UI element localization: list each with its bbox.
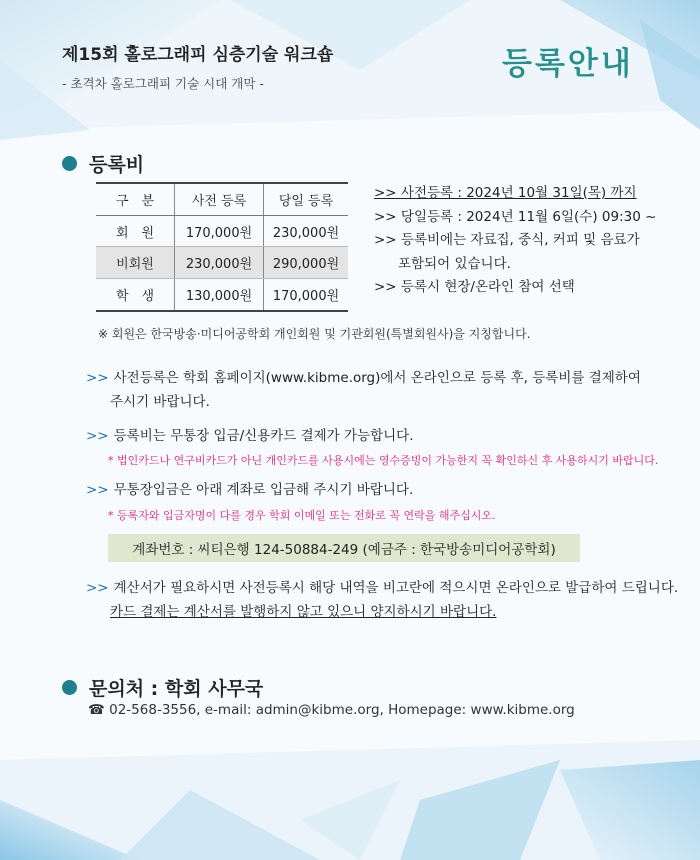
event-title: 제15회 홀로그래피 심층기술 워크숍 bbox=[62, 45, 334, 65]
fee-section-heading bbox=[62, 150, 144, 177]
info-text: 무통장입금은 아래 계좌로 입금해 주시기 바랍니다. bbox=[113, 482, 414, 498]
bullet-dot-icon bbox=[62, 156, 77, 171]
table-cell: 290,000원 bbox=[264, 247, 349, 279]
bullet-dot-icon bbox=[62, 680, 77, 695]
fee-table bbox=[96, 182, 348, 312]
depositor-warning-note: * 등록자와 입금자명이 다를 경우 학회 이메일 또는 전화로 꼭 연락을 해주십시오. bbox=[108, 509, 496, 522]
info-item-invoice bbox=[86, 576, 678, 624]
arrow-icon: >> bbox=[86, 370, 109, 386]
table-row bbox=[96, 279, 348, 310]
contact-section-heading bbox=[62, 674, 263, 701]
participation-mode-note: >> 등록시 현장/온라인 참여 선택 bbox=[374, 279, 575, 295]
info-text: 등록비는 무통장 입금/신용카드 결제가 가능합니다. bbox=[113, 428, 414, 444]
info-text-cont: 주시기 바랍니다. bbox=[110, 394, 210, 410]
info-text-cont: 카드 결제는 계산서를 발행하지 않고 있으니 양지하시기 바랍니다. bbox=[110, 604, 497, 620]
table-header-row bbox=[96, 184, 348, 215]
fee-section-title: 등록비 bbox=[89, 154, 145, 176]
table-cell: 비회원 bbox=[96, 247, 175, 279]
info-item-payment-methods bbox=[86, 424, 414, 448]
phone-icon: ☎ bbox=[88, 702, 105, 718]
event-subtitle: - 초격차 홀로그래피 기술 시대 개막 - bbox=[62, 76, 264, 91]
table-header-cell: 구 분 bbox=[96, 184, 175, 215]
contact-section-title: 문의처 : 학회 사무국 bbox=[89, 678, 264, 700]
pre-registration-deadline: >> 사전등록 : 2024년 10월 31일(목) 까지 bbox=[374, 185, 637, 201]
arrow-icon: >> bbox=[86, 580, 109, 596]
table-row bbox=[96, 215, 348, 247]
table-cell: 230,000원 bbox=[175, 247, 264, 279]
info-text: 사전등록은 학회 홈페이지(www.kibme.org)에서 온라인으로 등록 후, 등록비를 결제하여 bbox=[113, 370, 641, 386]
fee-includes-note-cont: 포함되어 있습니다. bbox=[398, 255, 511, 272]
fee-notes bbox=[374, 182, 656, 300]
info-item-online-registration bbox=[86, 366, 641, 414]
card-warning-note: * 법인카드나 연구비카드가 아닌 개인카드를 사용시에는 영수증빙이 가능한지 꼭 확인하신 후 사용하시기 바랍니다. bbox=[108, 454, 659, 467]
table-cell: 170,000원 bbox=[175, 215, 264, 247]
fee-includes-note: >> 등록비에는 자료집, 중식, 커피 및 음료가 bbox=[374, 232, 640, 248]
table-cell: 170,000원 bbox=[272, 289, 340, 305]
member-definition-note: ※ 회원은 한국방송·미디어공학회 개인회원 및 기관회원(특별회원사)을 지칭합니다. bbox=[98, 327, 531, 341]
onsite-registration-time: >> 당일등록 : 2024년 11월 6일(수) 09:30 ~ bbox=[374, 208, 657, 225]
table-cell: 130,000원 bbox=[175, 279, 264, 310]
table-header-cell: 당일 등록 bbox=[264, 184, 349, 215]
arrow-icon: >> bbox=[86, 482, 109, 498]
registration-info-heading: 등록안내 bbox=[502, 46, 634, 82]
contact-details bbox=[88, 702, 575, 718]
info-item-bank-transfer bbox=[86, 478, 413, 502]
contact-text: 02-568-3556, e-mail: admin@kibme.org, Homepage: www.kibme.org bbox=[109, 702, 575, 718]
table-cell: 230,000원 bbox=[264, 215, 349, 247]
table-header-cell: 사전 등록 bbox=[175, 184, 264, 215]
table-row bbox=[96, 247, 348, 279]
table-cell: 회 원 bbox=[96, 215, 175, 247]
arrow-icon: >> bbox=[86, 428, 109, 444]
table-cell: 학 생 bbox=[96, 279, 175, 310]
info-text: 계산서가 필요하시면 사전등록시 해당 내역을 비고란에 적으시면 온라인으로 발급하여 드립니다. bbox=[113, 580, 679, 596]
bank-account-box: 계좌번호 : 씨티은행 124-50884-249 (예금주 : 한국방송미디어공학회) bbox=[108, 534, 580, 562]
